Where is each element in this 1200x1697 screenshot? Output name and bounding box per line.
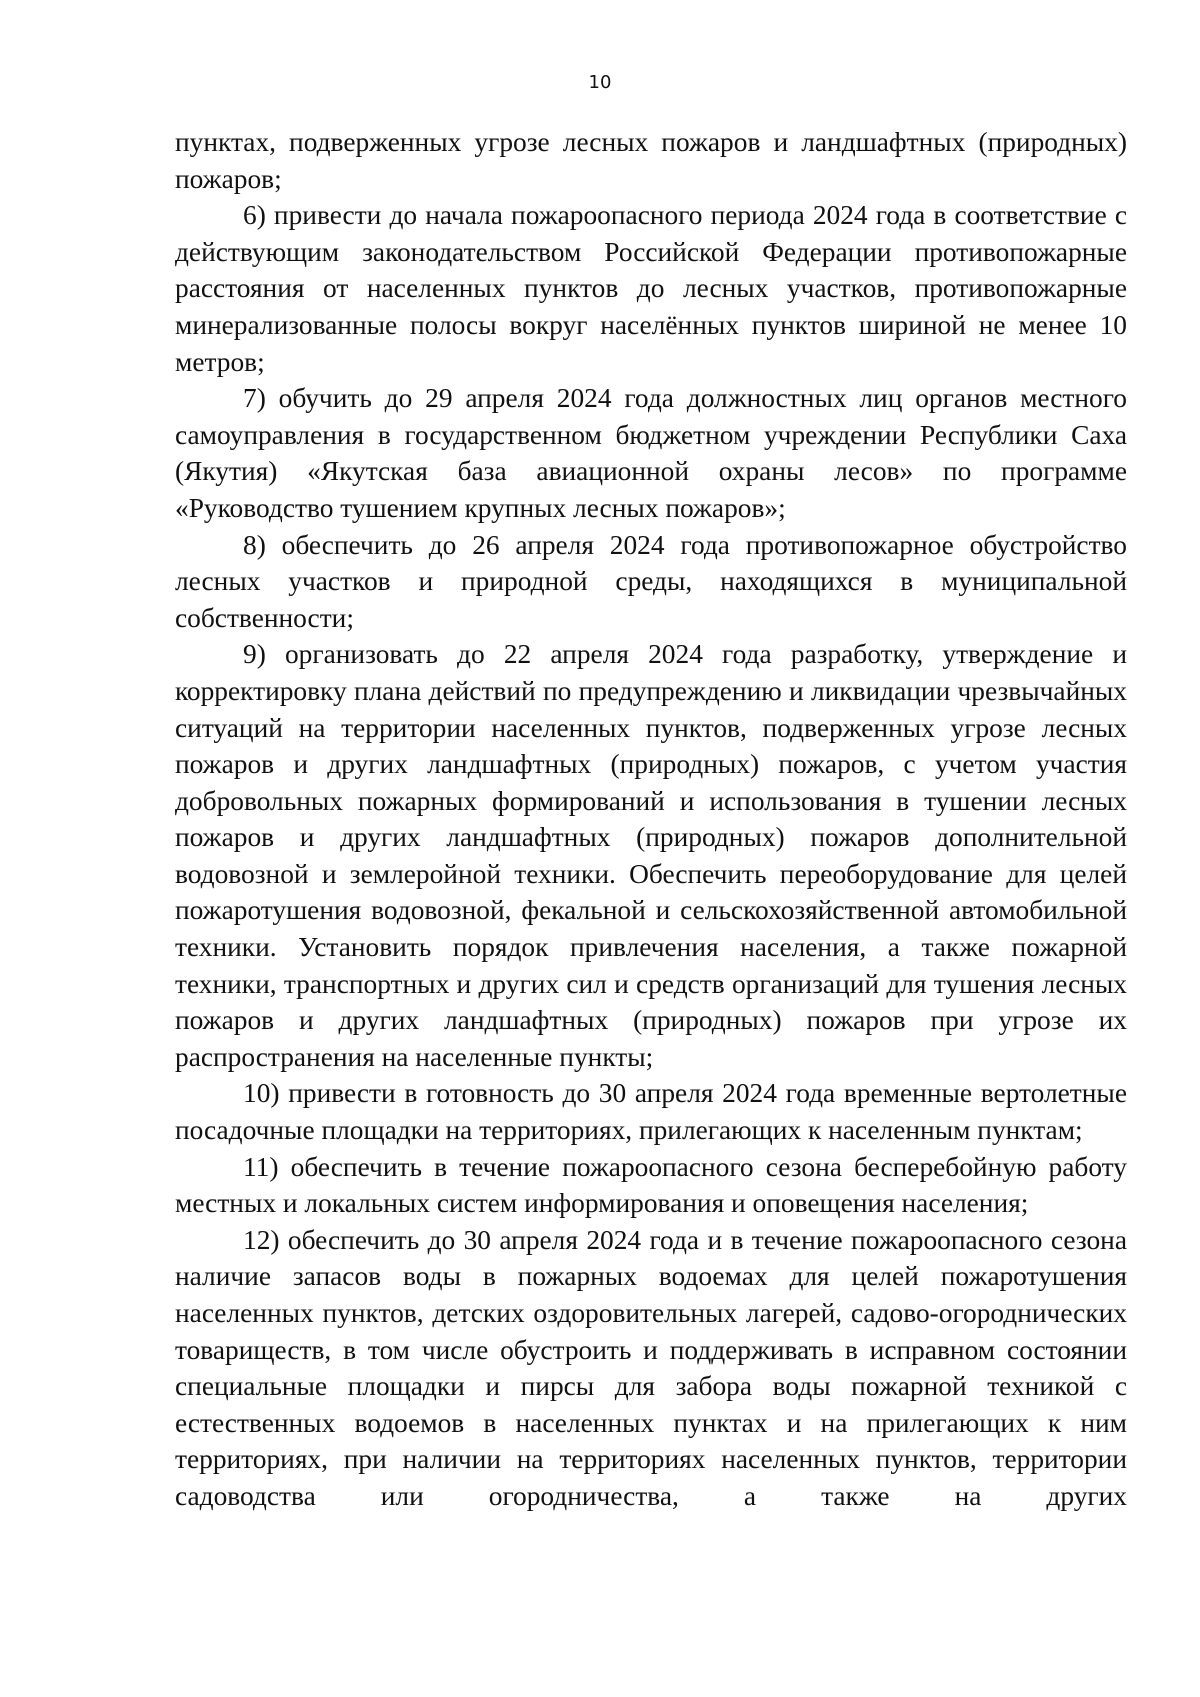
paragraph-continuation: пунктах, подверженных угрозе лесных пожаров и ландшафтных (природных) пожаров; <box>175 127 1127 194</box>
paragraph-item-11: 11) обеспечить в течение пожароопасного сезона бесперебойную работу местных и локальных систем информирования и оповещения населения; <box>175 1151 1127 1219</box>
paragraph-item-6: 6) привести до начала пожароопасного периода 2024 года в соответствие с действующим законодательством Российской Федерации противопожарные расстояния от населенных пунктов до лесных участков, противопожарные минерализованные полосы вокруг населённых пунктов шириной не менее 10 метров; <box>175 200 1127 377</box>
paragraph-item-12: 12) обеспечить до 30 апреля 2024 года и в течение пожароопасного сезона наличие запасов воды в пожарных водоемах для целей пожаротушения населенных пунктов, детских оздоровительных лагерей, садово-огороднических товариществ, в том числе обустроить и поддерживать в исправном состоянии специальные площадки и пирсы для забора воды пожарной техникой с естественных водоемов в населенных пунктах и на прилегающих к ним территориях, при наличии на территориях населенных пунктов, территории садоводства или огородничества, а также на других <box>175 1224 1127 1511</box>
document-body <box>175 124 1127 1515</box>
page-number: 10 <box>588 72 612 93</box>
paragraph-item-7: 7) обучить до 29 апреля 2024 года должностных лиц органов местного самоуправления в государственном бюджетном учреждении Республики Саха (Якутия) «Якутская база авиационной охраны лесов» по программе «Руководство тушением крупных лесных пожаров»; <box>175 383 1127 523</box>
paragraph-item-8: 8) обеспечить до 26 апреля 2024 года противопожарное обустройство лесных участков и природной среды, находящихся в муниципальной собственности; <box>175 529 1127 633</box>
paragraph-item-10: 10) привести в готовность до 30 апреля 2024 года временные вертолетные посадочные площадки на территориях, прилегающих к населенным пунктам; <box>175 1078 1127 1146</box>
paragraph-item-9: 9) организовать до 22 апреля 2024 года разработку, утверждение и корректировку плана действий по предупреждению и ликвидации чрезвычайных ситуаций на территории населенных пунктов, подверженных угрозе лесных пожаров и других ландшафтных (природных) пожаров, с учетом участия добровольных пожарных формирований и использования в тушении лесных пожаров и других ландшафтных (природных) пожаров дополнительной водовозной и землеройной техники. Обеспечить переоборудование для целей пожаротушения водовозной, фекальной и сельскохозяйственной автомобильной техники. Установить порядок привлечения населения, а также пожарной техники, транспортных и других сил и средств организаций для тушения лесных пожаров и других ландшафтных (природных) пожаров при угрозе их распространения на населенные пункты; <box>175 639 1127 1072</box>
